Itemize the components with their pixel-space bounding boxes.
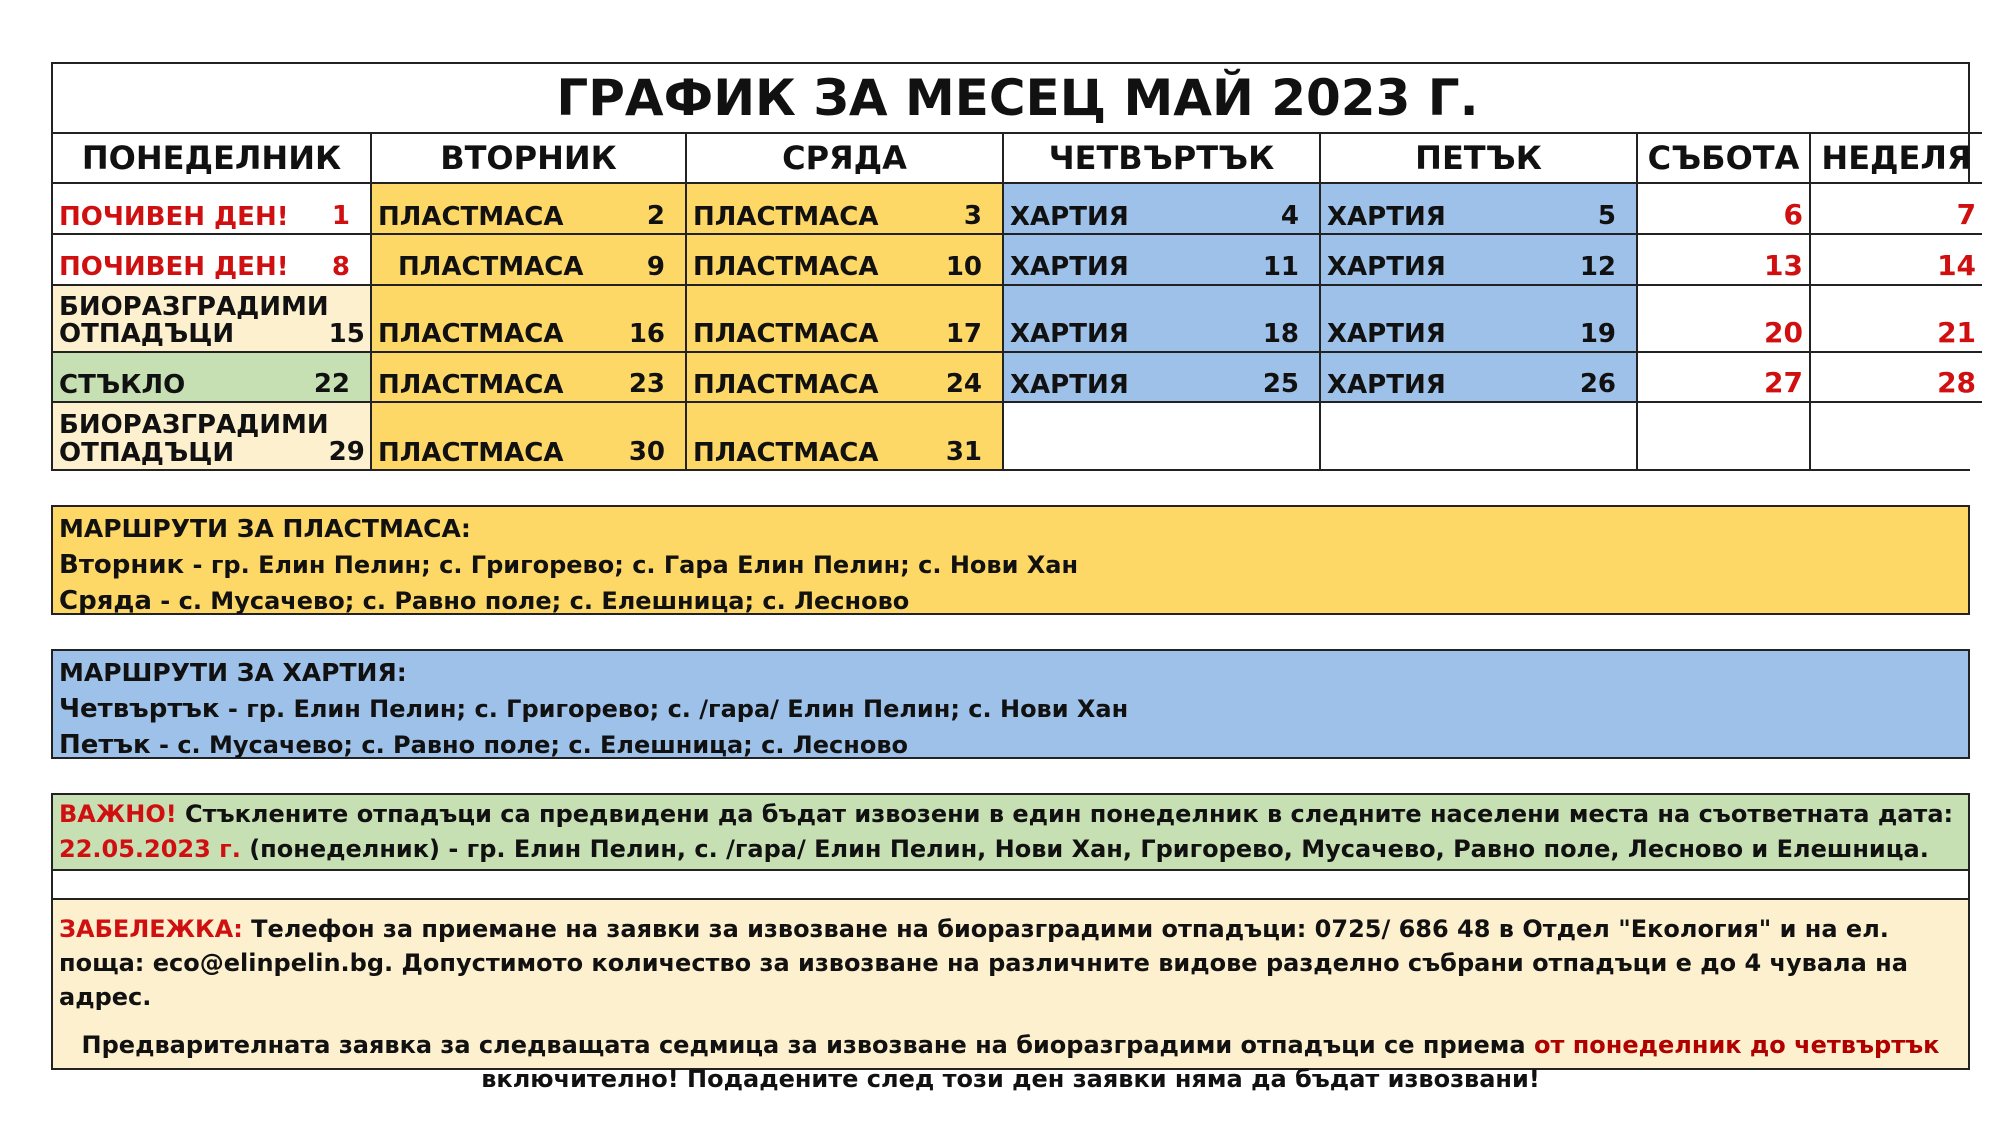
- day-number: 30: [628, 437, 665, 467]
- plastic-label: ПЛАСТМАСА: [398, 252, 584, 283]
- day-cell: [1810, 352, 1982, 403]
- week-row: [53, 285, 1982, 352]
- page-title: ГРАФИК ЗА МЕСЕЦ МАЙ 2023 Г.: [53, 64, 1982, 133]
- plastic-label: ПЛАСТМАСА: [693, 437, 879, 468]
- day-cell: [1637, 352, 1810, 403]
- note-box: [51, 898, 1970, 1093]
- bio-label-line2: ОТПАДЪЦИ: [59, 437, 235, 468]
- day-number: 29: [328, 437, 365, 467]
- day-cell: [686, 402, 1003, 469]
- day-cell: [1320, 234, 1637, 285]
- day-header-monday: ПОНЕДЕЛНИК: [53, 133, 371, 184]
- day-cell: [371, 285, 686, 352]
- day-number: 15: [328, 318, 365, 349]
- paper-label: ХАРТИЯ: [1327, 252, 1446, 283]
- week-row: [53, 234, 1982, 285]
- empty-cell: [1637, 402, 1810, 469]
- day-number: 12: [1579, 251, 1616, 282]
- empty-cell: [1003, 402, 1320, 469]
- note-text: [59, 912, 1962, 1014]
- route-day: Петък: [59, 730, 151, 760]
- holiday-label: ПОЧИВЕН ДЕН!: [59, 252, 289, 283]
- day-number: 16: [628, 318, 665, 349]
- paper-routes-heading: МАРШРУТИ ЗА ХАРТИЯ:: [59, 658, 407, 687]
- plastic-label: ПЛАСТМАСА: [693, 319, 879, 350]
- paper-route-line: [59, 727, 1962, 763]
- day-cell: [53, 402, 371, 469]
- plastic-routes-heading: МАРШРУТИ ЗА ПЛАСТМАСА:: [59, 514, 471, 543]
- day-cell: [53, 285, 371, 352]
- day-cell: [371, 402, 686, 469]
- route-day: Вторник: [59, 550, 185, 580]
- note-center-red: от понеделник до четвъртък: [1533, 1031, 1940, 1059]
- bio-label-line2: ОТПАДЪЦИ: [59, 319, 235, 350]
- day-cell: [53, 183, 371, 234]
- day-number: 27: [1764, 366, 1803, 400]
- day-number: 6: [1783, 198, 1803, 232]
- day-cell: [1320, 285, 1637, 352]
- paper-routes-box: [51, 649, 1970, 759]
- paper-label: ХАРТИЯ: [1010, 252, 1129, 283]
- plastic-label: ПЛАСТМАСА: [378, 437, 564, 468]
- glass-label: СТЪКЛО: [59, 369, 186, 400]
- plastic-routes-box: [51, 505, 1970, 615]
- day-cell: [1637, 285, 1810, 352]
- day-cell: [1637, 234, 1810, 285]
- day-number: 25: [1262, 369, 1299, 400]
- note-centered-text: [59, 1028, 1962, 1096]
- day-cell: [53, 234, 371, 285]
- day-number: 21: [1937, 315, 1977, 349]
- week-row: [53, 183, 1982, 234]
- day-cell: [1810, 285, 1982, 352]
- day-number: 26: [1579, 369, 1616, 400]
- day-number: 7: [1956, 198, 1977, 232]
- day-cell: [686, 234, 1003, 285]
- plastic-label: ПЛАСТМАСА: [693, 201, 879, 232]
- day-header-friday: ПЕТЪК: [1320, 133, 1637, 184]
- paper-label: ХАРТИЯ: [1327, 369, 1446, 400]
- glass-text-2: (понеделник) - гр. Елин Пелин, с. /гара/ Елин Пелин, Нови Хан, Григорево, Мусачево, Равно поле, Лесново и Елешница.: [240, 835, 1929, 863]
- day-number: 8: [331, 251, 350, 282]
- day-cell: [1810, 183, 1982, 234]
- paper-label: ХАРТИЯ: [1010, 201, 1129, 232]
- paper-label: ХАРТИЯ: [1010, 319, 1129, 350]
- day-number: 5: [1597, 201, 1616, 232]
- plastic-route-line: [59, 583, 1962, 619]
- day-number: 1: [331, 201, 350, 232]
- empty-cell: [1320, 402, 1637, 469]
- day-header-thursday: ЧЕТВЪРТЪК: [1003, 133, 1320, 184]
- day-cell: [1003, 352, 1320, 403]
- glass-notice-box: [51, 793, 1970, 900]
- day-cell: [1810, 234, 1982, 285]
- route-day: Четвъртък: [59, 694, 220, 724]
- day-number: 4: [1280, 201, 1299, 232]
- day-cell: [1320, 183, 1637, 234]
- plastic-label: ПЛАСТМАСА: [378, 201, 564, 232]
- day-cell: [1003, 285, 1320, 352]
- day-cell: [1637, 183, 1810, 234]
- day-cell: [1003, 183, 1320, 234]
- day-number: 14: [1937, 248, 1977, 282]
- route-text: - с. Мусачево; с. Равно поле; с. Елешница; с. Лесново: [150, 731, 908, 759]
- day-cell: [371, 234, 686, 285]
- day-header-tuesday: ВТОРНИК: [371, 133, 686, 184]
- glass-date: 22.05.2023 г.: [59, 835, 241, 863]
- day-header-sunday: НЕДЕЛЯ: [1810, 133, 1982, 184]
- note-center-2: включително! Подадените след този ден заявки няма да бъдат извозвани!: [481, 1065, 1540, 1093]
- route-text: - гр. Елин Пелин; с. Григорево; с. /гара/ Елин Пелин; с. Нови Хан: [219, 695, 1129, 723]
- day-cell: [686, 183, 1003, 234]
- paper-label: ХАРТИЯ: [1327, 201, 1446, 232]
- day-cell: [686, 352, 1003, 403]
- note-label: ЗАБЕЛЕЖКА:: [59, 915, 243, 943]
- day-cell: [371, 183, 686, 234]
- day-number: 13: [1764, 248, 1803, 282]
- day-number: 3: [963, 201, 982, 232]
- plastic-label: ПЛАСТМАСА: [378, 369, 564, 400]
- plastic-label: ПЛАСТМАСА: [693, 252, 879, 283]
- day-number: 31: [945, 437, 982, 467]
- day-number: 23: [628, 369, 665, 400]
- day-number: 10: [945, 251, 982, 282]
- day-cell: [53, 352, 371, 403]
- weekday-header-row: [53, 133, 1982, 184]
- week-row: [53, 352, 1982, 403]
- plastic-label: ПЛАСТМАСА: [693, 369, 879, 400]
- day-header-wednesday: СРЯДА: [686, 133, 1003, 184]
- note-center-1: Предварителната заявка за следващата седмица за извозване на биоразградими отпадъци се приема: [81, 1031, 1534, 1059]
- glass-notice-text: [53, 795, 1968, 869]
- day-number: 18: [1262, 318, 1299, 349]
- plastic-route-line: [59, 547, 1962, 583]
- bio-label: [59, 412, 329, 467]
- paper-label: ХАРТИЯ: [1010, 369, 1129, 400]
- route-text: - с. Мусачево; с. Равно поле; с. Елешница; с. Лесново: [151, 587, 910, 615]
- bio-label-line1: БИОРАЗГРАДИМИ: [59, 410, 329, 441]
- paper-route-line: [59, 691, 1962, 727]
- paper-label: ХАРТИЯ: [1327, 319, 1446, 350]
- day-number: 11: [1262, 251, 1299, 282]
- plastic-label: ПЛАСТМАСА: [378, 319, 564, 350]
- calendar-table: [51, 62, 1977, 471]
- day-cell: [1003, 234, 1320, 285]
- day-number: 19: [1579, 318, 1616, 349]
- day-number: 24: [945, 369, 982, 400]
- day-number: 2: [646, 201, 665, 232]
- bio-label: [59, 291, 329, 350]
- day-number: 28: [1937, 366, 1977, 400]
- day-cell: [686, 285, 1003, 352]
- empty-cell: [1810, 402, 1982, 469]
- day-number: 20: [1764, 315, 1803, 349]
- day-cell: [1320, 352, 1637, 403]
- day-number: 17: [945, 318, 982, 349]
- day-number: 9: [646, 251, 665, 282]
- week-row: [53, 402, 1982, 469]
- day-header-saturday: СЪБОТА: [1637, 133, 1810, 184]
- day-cell: [371, 352, 686, 403]
- route-day: Сряда: [59, 586, 152, 616]
- glass-text-1: Стъклените отпадъци са предвидени да бъдат извозени в един понеделник в следните населени места на съответната дата:: [176, 800, 1954, 828]
- note-body: Телефон за приемане на заявки за извозване на биоразградими отпадъци: 0725/ 686 48 в Отдел "Екология" и на ел. поща: eco@elinpelin.bg. Допустимото количество за извозване на различните видове разделно събрани отпадъци е до 4 чувала на адрес.: [59, 915, 1908, 1011]
- holiday-label: ПОЧИВЕН ДЕН!: [59, 201, 289, 232]
- bio-label-line1: БИОРАЗГРАДИМИ: [59, 291, 329, 322]
- important-label: ВАЖНО!: [59, 800, 177, 828]
- day-number: 22: [313, 369, 350, 400]
- route-text: - гр. Елин Пелин; с. Григорево; с. Гара Елин Пелин; с. Нови Хан: [184, 551, 1079, 579]
